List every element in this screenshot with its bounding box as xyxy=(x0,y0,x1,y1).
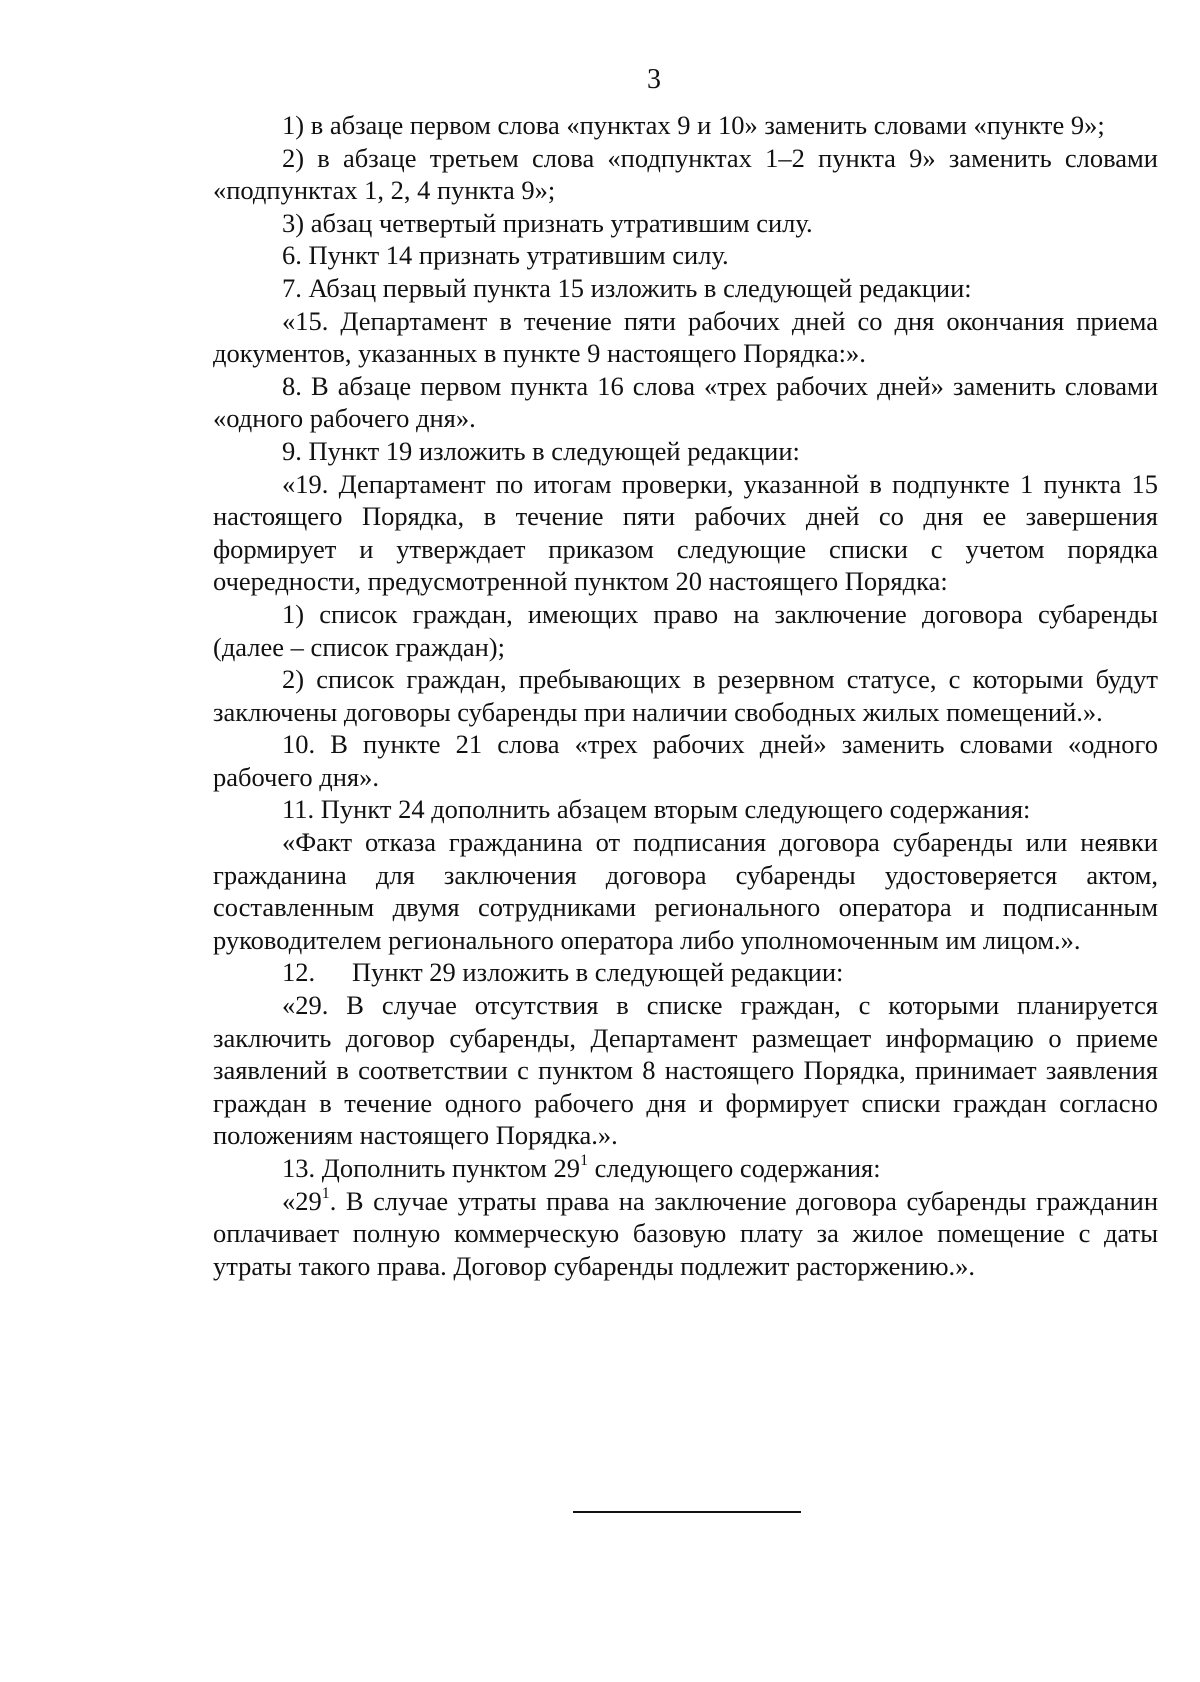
paragraph-10: 1) список граждан, имеющих право на заключение договора субаренды (далее – список граждан); xyxy=(213,598,1158,662)
paragraph-17 xyxy=(213,1152,1158,1185)
end-of-text-rule xyxy=(573,1511,801,1513)
paragraph-17-text-end: следующего содержания: xyxy=(588,1153,881,1183)
paragraph-5: 7. Абзац первый пункта 15 изложить в следующей редакции: xyxy=(282,272,972,303)
paragraph-7: 8. В абзаце первом пункта 16 слова «трех рабочих дней» заменить словами «одного рабочего дня». xyxy=(213,370,1158,434)
paragraph-15-number: 12. xyxy=(282,957,316,988)
paragraph-15 xyxy=(213,956,1158,989)
paragraph-11: 2) список граждан, пребывающих в резервном статусе, с которыми будут заключены договоры субаренды при наличии свободных жилых помещений.». xyxy=(213,664,1158,727)
paragraph-18-text-start: «29 xyxy=(282,1185,322,1216)
paragraph-3: 3) абзац четвертый признать утратившим силу. xyxy=(282,207,813,238)
paragraph-17-superscript: 1 xyxy=(580,1152,589,1170)
paragraph-1: 1) в абзаце первом слова «пунктах 9 и 10» заменить словами «пункте 9»; xyxy=(282,110,1105,140)
page-number: 3 xyxy=(647,64,661,95)
paragraph-12: 10. В пункте 21 слова «трех рабочих дней» заменить словами «одного рабочего дня». xyxy=(213,729,1158,792)
paragraph-14: «Факт отказа гражданина от подписания договора субаренды или неявки гражданина для заключения договора субаренды удостоверяется актом, составленным двумя сотрудниками регионального оператора и подписанным руководителем регионального оператора либо уполномоченным им лицом.». xyxy=(213,827,1158,955)
paragraph-6: «15. Департамент в течение пяти рабочих дней со дня окончания приема документов, указанных в пункте 9 настоящего Порядка:». xyxy=(213,305,1158,369)
paragraph-18-text-end: . В случае утраты права на заключение договора субаренды гражданин оплачивает полную коммерческую базовую плату за жилое помещение с даты утраты такого права. Договор субаренды подлежит расторжению.». xyxy=(213,1185,1158,1281)
paragraph-4: 6. Пункт 14 признать утратившим силу. xyxy=(282,240,729,271)
paragraph-16: «29. В случае отсутствия в списке граждан, с которыми планируется заключить договор субаренды, Департамент размещает информацию о приеме заявлений в соответствии с пунктом 8 настоящего Порядка, принимает заявления граждан в течение одного рабочего дня и формирует списки граждан согласно положениям настоящего Порядка.». xyxy=(213,990,1158,1151)
paragraph-17-text-start: 13. Дополнить пунктом 29 xyxy=(282,1153,581,1183)
document-body xyxy=(213,109,1158,1282)
paragraph-2: 2) в абзаце третьем слова «подпунктах 1–2 пункта 9» заменить словами «подпунктах 1, 2, 4 пункта 9»; xyxy=(213,142,1158,206)
paragraph-18 xyxy=(213,1185,1158,1283)
paragraph-18-superscript: 1 xyxy=(321,1184,330,1202)
paragraph-9: «19. Департамент по итогам проверки, указанной в подпункте 1 пункта 15 настоящего Порядка, в течение пяти рабочих дней со дня ее завершения формирует и утверждает приказом следующие списки с учетом порядка очередности, предусмотренной пунктом 20 настоящего Порядка: xyxy=(213,468,1158,597)
paragraph-8: 9. Пункт 19 изложить в следующей редакции: xyxy=(282,435,800,466)
paragraph-15-text: Пункт 29 изложить в следующей редакции: xyxy=(352,957,844,988)
paragraph-13: 11. Пункт 24 дополнить абзацем вторым следующего содержания: xyxy=(282,794,1031,825)
